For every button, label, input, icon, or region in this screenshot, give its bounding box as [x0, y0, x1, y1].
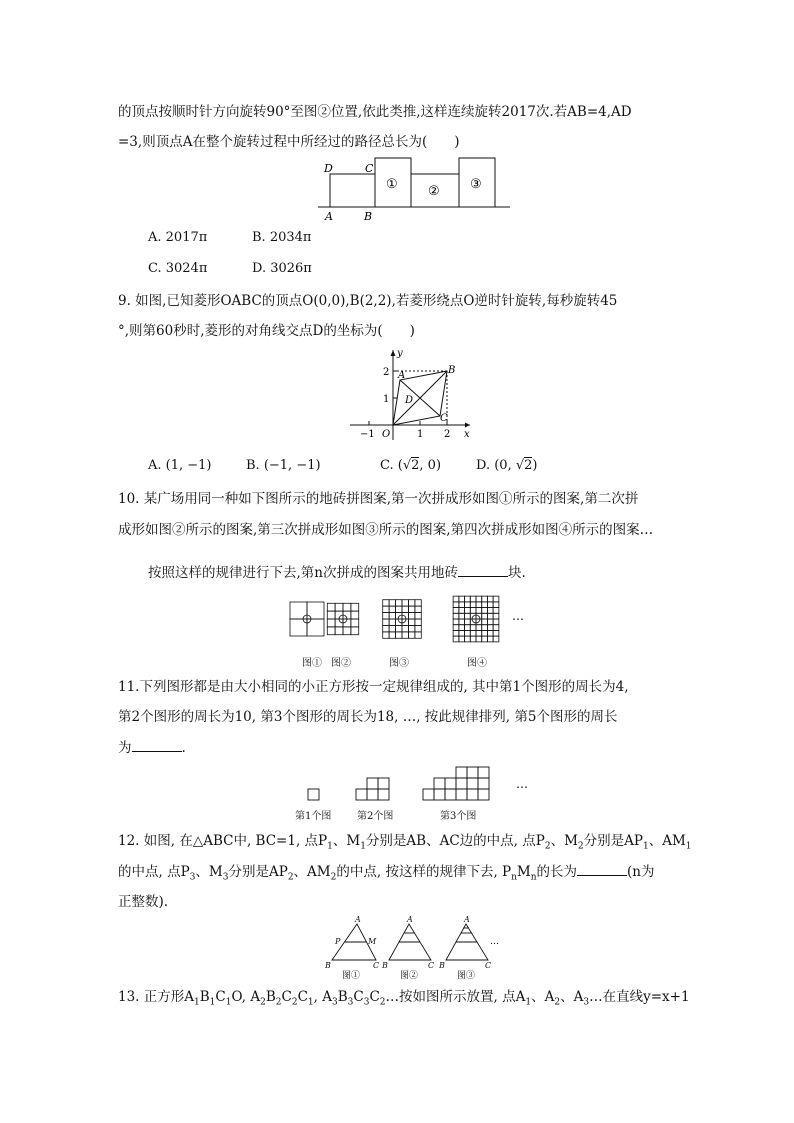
- q9-label-neg1: −1: [360, 429, 375, 440]
- q9-stem-line1: 9. 如图,已知菱形OABC的顶点O(0,0),B(2,2),若菱形绕点O逆时针旋转,每秒旋转45: [118, 293, 618, 309]
- q12-stem-line1: 12. 如图, 在△ABC中, BC=1, 点$P_1$、$M_1$分别是AB、AC边的中点, 点$P_2$、$M_2$分别是$AP_1$、$AM_1$: [118, 833, 692, 852]
- q12-ellipsis: …: [490, 937, 499, 947]
- q8-option-a: A. 2017π: [148, 230, 208, 245]
- q12-f3-b: B: [439, 961, 445, 970]
- q12-f1-p: P: [335, 937, 341, 946]
- q9-label-b: B: [448, 365, 456, 376]
- q12-stem-line3: 正整数).: [118, 894, 169, 910]
- q10-caption-1: 图①: [302, 658, 322, 669]
- q10-stem-line1: 10. 某广场用同一种如下图所示的地砖拼图案,第一次拼成形如图①所示的图案,第二次拼: [118, 491, 639, 507]
- q8-label-d: D: [324, 162, 333, 175]
- q12-f1-m: M: [368, 937, 377, 946]
- q8-label-a: A: [325, 210, 333, 223]
- q8-stem-line2: =3,则顶点A在整个旋转过程中所经过的路径总长为( ): [118, 134, 460, 150]
- q9-option-d: D. (0, √2): [476, 458, 538, 473]
- q10-stem-line2: 成形如图②所示的图案,第三次拼成形如图③所示的图案,第四次拼成形如图④所示的图案…: [118, 522, 654, 538]
- q8-label-c: C: [365, 162, 374, 175]
- q12-f1-b: B: [325, 961, 331, 970]
- q12-f1-a: A: [355, 915, 361, 924]
- q12-f3-c: C: [485, 961, 492, 970]
- sqrt-sign: √: [402, 458, 412, 473]
- q9-label-d: D: [405, 395, 414, 406]
- q8-option-b: B. 2034π: [252, 230, 312, 245]
- q10-caption-3: 图③: [389, 658, 409, 669]
- q11-caption-3: 第3个图: [440, 811, 477, 822]
- q8-option-d: D. 3026π: [252, 261, 312, 276]
- q9-label-a: A: [398, 370, 406, 381]
- q10-caption-2: 图②: [331, 658, 351, 669]
- q9-label-x: x: [464, 429, 470, 440]
- q10-ellipsis: …: [512, 609, 524, 623]
- q12-f1-c: C: [373, 961, 380, 970]
- q12-caption-1: 图①: [342, 971, 361, 981]
- q10-stem-line3: 按照这样的规律进行下去,第n次拼成的图案共用地砖 块.: [148, 565, 526, 581]
- q9-label-1: 1: [383, 394, 390, 405]
- q8-option-c: C. 3024π: [148, 261, 208, 276]
- q11-caption-2: 第2个图: [357, 811, 394, 822]
- q12-f2-b: B: [382, 961, 388, 970]
- q12-f2-c: C: [428, 961, 435, 970]
- q9-label-o: O: [382, 429, 391, 440]
- q9-option-a: A. (1, −1): [148, 458, 212, 473]
- q9-label-2: 2: [383, 367, 390, 378]
- q9-label-x2: 2: [444, 429, 451, 440]
- sqrt-sign: √: [515, 458, 525, 473]
- q8-label-2: ②: [428, 184, 440, 199]
- q13-stem-line1: 13. 正方形$A_1B_1C_1O$, $A_2B_2C_2C_1$, $A_3B_3C_3C_2\dots$按如图所示放置, 点$A_1$、$A_2$、$A_3\dots$在直线y=x+1: [118, 989, 690, 1008]
- q9-label-x1: 1: [417, 429, 424, 440]
- q9-option-c: C. (√2, 0): [380, 458, 442, 473]
- q11-stem-line1: 11.下列图形都是由大小相同的小正方形按一定规律组成的, 其中第1个图形的周长为4,: [118, 679, 629, 695]
- q8-stem-line1: 的顶点按顺时针方向旋转90°至图②位置,依此类推,这样连续旋转2017次.若AB=4,AD: [118, 104, 632, 120]
- q9-label-c: C: [440, 413, 448, 424]
- q11-caption-1: 第1个图: [295, 811, 332, 822]
- q9-label-y: y: [397, 348, 403, 359]
- q11-ellipsis: …: [516, 777, 528, 791]
- q8-label-b: B: [364, 210, 373, 223]
- q12-caption-2: 图②: [400, 971, 419, 981]
- q8-label-3: ③: [470, 177, 482, 192]
- q12-f3-a: A: [464, 915, 470, 924]
- q9-option-b: B. (−1, −1): [246, 458, 321, 473]
- q11-stem-line2: 第2个图形的周长为10, 第3个图形的周长为18, …, 按此规律排列, 第5个图形的周长: [118, 709, 618, 725]
- q11-stem-line3: 为 .: [118, 740, 186, 756]
- q12-stem-line2: 的中点, 点$P_3$、$M_3$分别是$AP_2$、$AM_2$的中点, 按这样的规律下去, $P_nM_n$的长为 (n为: [118, 864, 655, 883]
- q8-label-1: ①: [386, 177, 398, 192]
- q10-caption-4: 图④: [467, 658, 487, 669]
- q12-caption-3: 图③: [457, 971, 476, 981]
- q12-f2-a: A: [407, 915, 413, 924]
- q9-stem-line2: °,则第60秒时,菱形的对角线交点D的坐标为( ): [118, 323, 415, 339]
